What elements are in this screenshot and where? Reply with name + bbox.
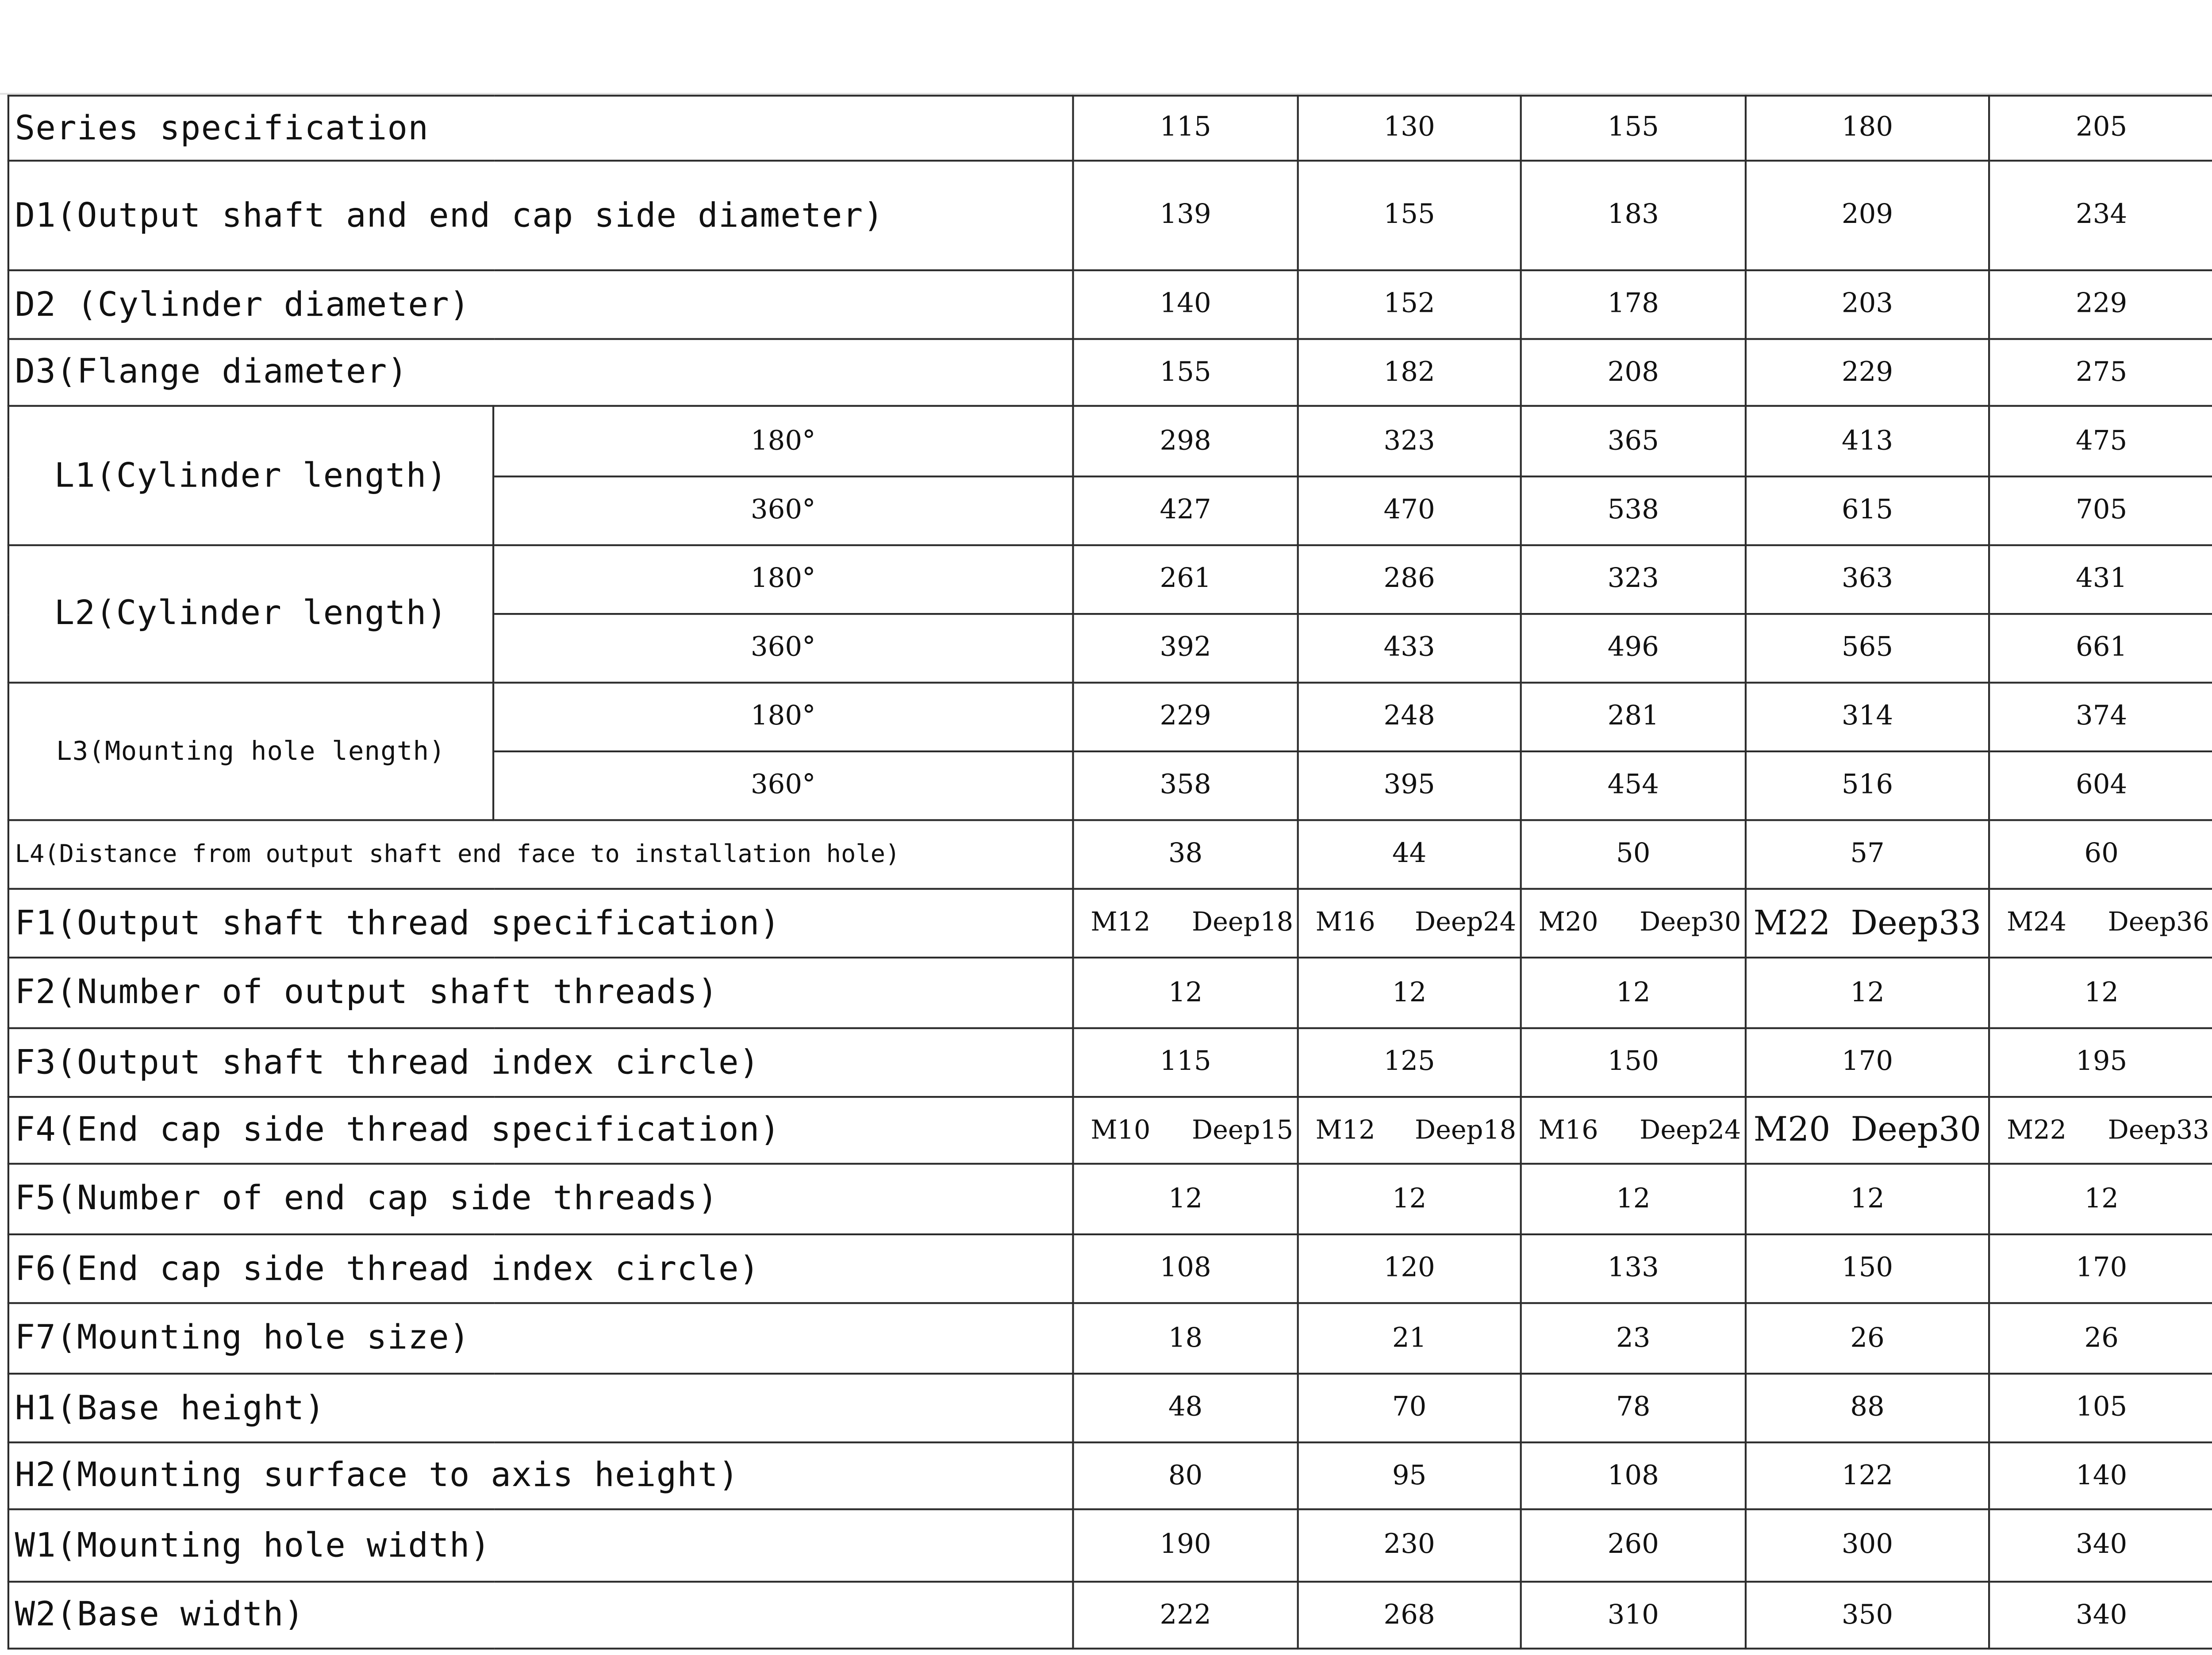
cell-d2-4: 203 [1746,270,1989,339]
thread-depth: Deep15 [1191,1115,1294,1145]
cell-w2-3: 310 [1521,1582,1746,1648]
angle-label-180: 180° [493,406,1073,477]
cell-l2-360-1: 392 [1073,614,1298,682]
cell-w1-1: 190 [1073,1509,1298,1582]
cell-l4-2: 44 [1298,820,1521,889]
cell-w1-2: 230 [1298,1509,1521,1582]
table-row-f4 [8,1097,2212,1164]
cell-l3-180-1: 229 [1073,682,1298,751]
cell-l1-180-5: 475 [1989,406,2212,477]
row-label-l3: L3(Mounting hole length) [8,682,493,820]
cell-h2-1: 80 [1073,1442,1298,1509]
cell-d2-2: 152 [1298,270,1521,339]
cell-f7-4: 26 [1746,1303,1989,1374]
thread-size: M20 [1753,1111,1831,1150]
cell-d1-1: 139 [1073,161,1298,270]
cell-f2-2: 12 [1298,958,1521,1028]
cell-l1-180-4: 413 [1746,406,1989,477]
row-label-series: Series specification [8,96,1073,161]
cell-d2-5: 229 [1989,270,2212,339]
cell-l1-360-3: 538 [1521,476,1746,545]
cell-series-5: 205 [1989,96,2212,161]
thread-spec [1522,908,1745,938]
cell-f4-5 [1989,1097,2212,1164]
cell-d1-2: 155 [1298,161,1521,270]
table-row-d3 [8,339,2212,406]
cell-f7-2: 21 [1298,1303,1521,1374]
thread-size: M12 [1315,1115,1375,1145]
cell-l4-5: 60 [1989,820,2212,889]
cell-d3-4: 229 [1746,339,1989,406]
cell-h1-4: 88 [1746,1374,1989,1442]
cell-f2-1: 12 [1073,958,1298,1028]
table-row-w2 [8,1582,2212,1648]
cell-d3-2: 182 [1298,339,1521,406]
thread-spec [1990,908,2212,938]
cell-h2-3: 108 [1521,1442,1746,1509]
table-row-d1 [8,161,2212,270]
table-row-l4 [8,820,2212,889]
cell-f3-2: 125 [1298,1028,1521,1097]
table-row-l2-180 [8,545,2212,614]
cell-f3-3: 150 [1521,1028,1746,1097]
cell-series-1: 115 [1073,96,1298,161]
cell-l3-360-4: 516 [1746,751,1989,820]
dimension-table [8,95,2212,1649]
cell-f1-4 [1746,889,1989,958]
cell-f5-1: 12 [1073,1164,1298,1234]
cell-h1-3: 78 [1521,1374,1746,1442]
cell-l3-180-2: 248 [1298,682,1521,751]
cell-l3-180-3: 281 [1521,682,1746,751]
angle-label-180: 180° [493,682,1073,751]
cell-l4-4: 57 [1746,820,1989,889]
angle-label-180: 180° [493,545,1073,614]
cell-f4-4 [1746,1097,1989,1164]
cell-h2-2: 95 [1298,1442,1521,1509]
header-bar [0,0,2212,93]
cell-l4-1: 38 [1073,820,1298,889]
cell-l1-360-5: 705 [1989,476,2212,545]
table-row-d2 [8,270,2212,339]
row-label-h2: H2(Mounting surface to axis height) [8,1442,1073,1509]
cell-f3-1: 115 [1073,1028,1298,1097]
cell-f6-1: 108 [1073,1234,1298,1303]
cell-w2-4: 350 [1746,1582,1989,1648]
cell-l3-180-4: 314 [1746,682,1989,751]
cell-series-2: 130 [1298,96,1521,161]
row-label-h1: H1(Base height) [8,1374,1073,1442]
cell-f4-1 [1073,1097,1298,1164]
table-row-h2 [8,1442,2212,1509]
cell-f6-5: 170 [1989,1234,2212,1303]
cell-series-3: 155 [1521,96,1746,161]
table-body [8,96,2212,1648]
cell-w2-2: 268 [1298,1582,1521,1648]
angle-label-360: 360° [493,751,1073,820]
cell-d1-4: 209 [1746,161,1989,270]
table-row-h1 [8,1374,2212,1442]
cell-f3-5: 195 [1989,1028,2212,1097]
cell-h1-2: 70 [1298,1374,1521,1442]
cell-l1-360-4: 615 [1746,476,1989,545]
row-label-f2: F2(Number of output shaft threads) [8,958,1073,1028]
row-label-f4: F4(End cap side thread specification) [8,1097,1073,1164]
row-label-l1: L1(Cylinder length) [8,406,493,545]
cell-f7-3: 23 [1521,1303,1746,1374]
row-label-f6: F6(End cap side thread index circle) [8,1234,1073,1303]
thread-depth: Deep18 [1191,908,1294,938]
angle-label-360: 360° [493,476,1073,545]
table-row-f6 [8,1234,2212,1303]
thread-depth: Deep36 [2108,908,2209,938]
cell-f6-3: 133 [1521,1234,1746,1303]
cell-l2-180-1: 261 [1073,545,1298,614]
cell-l2-180-5: 431 [1989,545,2212,614]
cell-l1-180-1: 298 [1073,406,1298,477]
cell-d3-5: 275 [1989,339,2212,406]
row-label-f5: F5(Number of end cap side threads) [8,1164,1073,1234]
cell-l1-180-3: 365 [1521,406,1746,477]
table-row-f7 [8,1303,2212,1374]
cell-w1-5: 340 [1989,1509,2212,1582]
thread-size: M10 [1091,1115,1151,1145]
cell-f1-5 [1989,889,2212,958]
row-label-w2: W2(Base width) [8,1582,1073,1648]
cell-f5-4: 12 [1746,1164,1989,1234]
thread-spec [1990,1115,2212,1145]
thread-depth: Deep33 [1851,904,1982,943]
table-row-series [8,96,2212,161]
cell-d1-5: 234 [1989,161,2212,270]
cell-w2-1: 222 [1073,1582,1298,1648]
cell-h2-5: 140 [1989,1442,2212,1509]
table-row-l3-180 [8,682,2212,751]
cell-f4-2 [1298,1097,1521,1164]
thread-size: M22 [2007,1115,2067,1145]
table-row-l1-180 [8,406,2212,477]
cell-l3-360-1: 358 [1073,751,1298,820]
cell-l2-360-3: 496 [1521,614,1746,682]
row-label-f3: F3(Output shaft thread index circle) [8,1028,1073,1097]
cell-l2-360-4: 565 [1746,614,1989,682]
cell-f1-2 [1298,889,1521,958]
cell-l3-360-2: 395 [1298,751,1521,820]
table-row-f1 [8,889,2212,958]
cell-f7-1: 18 [1073,1303,1298,1374]
thread-size: M24 [2007,908,2067,938]
thread-spec [1522,1115,1745,1145]
table-row-w1 [8,1509,2212,1582]
thread-spec [1299,908,1520,938]
cell-f6-2: 120 [1298,1234,1521,1303]
cell-f2-3: 12 [1521,958,1746,1028]
cell-series-4: 180 [1746,96,1989,161]
thread-spec [1299,1115,1520,1145]
cell-d3-1: 155 [1073,339,1298,406]
cell-f6-4: 150 [1746,1234,1989,1303]
cell-d2-1: 140 [1073,270,1298,339]
row-label-f7: F7(Mounting hole size) [8,1303,1073,1374]
row-label-l2: L2(Cylinder length) [8,545,493,683]
table-row-f2 [8,958,2212,1028]
cell-d2-3: 178 [1521,270,1746,339]
thread-size: M16 [1538,1115,1598,1145]
cell-w1-4: 300 [1746,1509,1989,1582]
cell-l3-360-5: 604 [1989,751,2212,820]
thread-depth: Deep18 [1414,1115,1517,1145]
row-label-l4: L4(Distance from output shaft end face to installation hole) [8,820,1073,889]
cell-d1-3: 183 [1521,161,1746,270]
cell-l2-180-2: 286 [1298,545,1521,614]
cell-f5-3: 12 [1521,1164,1746,1234]
cell-l2-180-4: 363 [1746,545,1989,614]
cell-h1-5: 105 [1989,1374,2212,1442]
thread-size: M12 [1091,908,1151,938]
cell-l1-360-2: 470 [1298,476,1521,545]
thread-depth: Deep30 [1851,1111,1982,1150]
angle-label-360: 360° [493,614,1073,682]
row-label-d1: D1(Output shaft and end cap side diameter) [8,161,1073,270]
cell-l2-360-2: 433 [1298,614,1521,682]
cell-l2-180-3: 323 [1521,545,1746,614]
cell-f2-5: 12 [1989,958,2212,1028]
row-label-f1: F1(Output shaft thread specification) [8,889,1073,958]
thread-spec [1074,908,1297,938]
thread-depth: Deep30 [1640,908,1741,938]
cell-f5-2: 12 [1298,1164,1521,1234]
row-label-d3: D3(Flange diameter) [8,339,1073,406]
cell-l1-360-1: 427 [1073,476,1298,545]
thread-spec [1747,904,1988,942]
cell-l1-180-2: 323 [1298,406,1521,477]
cell-f1-1 [1073,889,1298,958]
thread-spec [1747,1111,1988,1150]
cell-w2-5: 340 [1989,1582,2212,1648]
cell-f5-5: 12 [1989,1164,2212,1234]
cell-l2-360-5: 661 [1989,614,2212,682]
cell-w1-3: 260 [1521,1509,1746,1582]
cell-h1-1: 48 [1073,1374,1298,1442]
cell-l3-360-3: 454 [1521,751,1746,820]
cell-l4-3: 50 [1521,820,1746,889]
cell-f4-3 [1521,1097,1746,1164]
cell-f3-4: 170 [1746,1028,1989,1097]
cell-f7-5: 26 [1989,1303,2212,1374]
row-label-w1: W1(Mounting hole width) [8,1509,1073,1582]
thread-size: M16 [1315,908,1375,938]
thread-spec [1074,1115,1297,1145]
cell-d3-3: 208 [1521,339,1746,406]
table-row-f3 [8,1028,2212,1097]
row-label-d2: D2 (Cylinder diameter) [8,270,1073,339]
thread-size: M20 [1538,908,1598,938]
cell-f1-3 [1521,889,1746,958]
thread-depth: Deep24 [1640,1115,1741,1145]
cell-f2-4: 12 [1746,958,1989,1028]
thread-depth: Deep24 [1414,908,1517,938]
thread-depth: Deep33 [2108,1115,2209,1145]
thread-size: M22 [1753,904,1831,943]
cell-l3-180-5: 374 [1989,682,2212,751]
cell-h2-4: 122 [1746,1442,1989,1509]
table-row-f5 [8,1164,2212,1234]
